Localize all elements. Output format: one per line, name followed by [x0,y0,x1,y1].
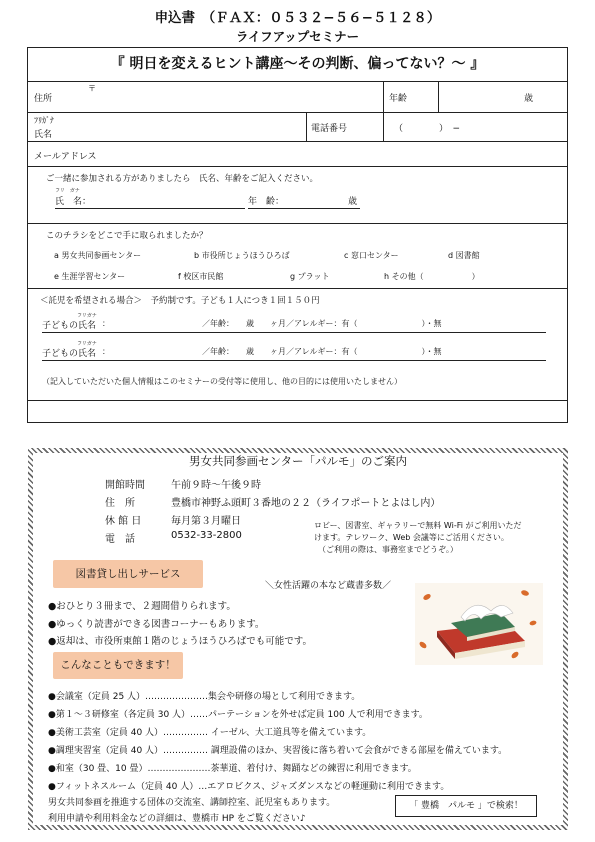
flyer-option-b[interactable]: b 市役所じょうほうひろば [194,251,290,260]
books-illustration [415,583,543,665]
form-rule [383,112,384,141]
companion-prompt: ご一緒に参加される方がありましたら 氏名、年齢をご記入ください。 [46,174,319,184]
library-tagline: ＼女性活躍の本など蔵書多数／ [265,581,392,591]
companion-name-label: 氏 名： [55,197,92,207]
info-title: 男女共同参画センター「パルモ」のご案内 [188,454,408,468]
hours-value: 午前９時〜午後９時 [171,480,261,491]
application-form [27,47,568,423]
form-rule [383,81,384,112]
address-field[interactable] [86,81,382,112]
form-title-fax: 申込書 （ＦＡＸ：０５３２−５６−５１２８） [154,10,441,26]
age-field[interactable] [439,81,567,112]
address-value: 豊橋市神野ふ頭町３番地の２２（ライフポートとよはし内） [171,498,441,509]
age-label: 年齢 [389,94,408,104]
child-1-row-fields[interactable]: ： ／年齢： 歳 ヶ月／アレルギー：有（ ）・無 [102,319,442,328]
form-rule [28,223,567,224]
footer-line-1: 男女共同参画を推進する団体の交流室、講師控室、託児室もあります。 [48,798,336,808]
footer-line-2: 利用申請や利用料金などの詳細は、豊橋市 HP をご覧ください♪ [48,814,306,824]
flyer-option-g[interactable]: g プラット [290,272,330,281]
child-1-name-label: 子どもの氏名 [42,321,97,331]
childcare-heading: ＜託児を希望される場合＞ 予約制です。子ども１人につき１回１５０円 [40,296,320,306]
child-2-underline [42,360,546,361]
child-2-name-label: 子どもの氏名 [42,349,97,359]
child-2-row-fields[interactable]: ： ／年齢： 歳 ヶ月／アレルギー：有（ ）・無 [102,347,442,356]
flyer-option-d[interactable]: d 図書館 [448,251,480,260]
search-prompt-box: 「 豊橋 パルモ 」で検索！ [395,795,537,817]
flyer-option-h[interactable]: h その他（ ） [384,272,480,281]
flyer-option-a[interactable]: a 男女共同参画センター [54,251,142,260]
palmo-info-panel [28,448,568,830]
closed-label: 休 館 日 [105,516,142,527]
library-item-3: ●返却は、市役所東館１階のじょうほうひろばでも可能です。 [48,636,313,647]
facility-note-3: （ご利用の際は、事務室までどうぞ。） [318,545,458,554]
companion-name-field[interactable] [55,208,245,209]
address-label: 住所 [34,94,53,104]
form-rule [306,112,307,141]
form-rule [28,400,567,401]
hours-label: 開館時間 [105,480,145,491]
companion-age-unit: 歳 [348,197,358,207]
room-japanese: ●和室（30 畳、10 畳）…………………茶華道、着付け、舞踊などの練習に利用できます。 [48,764,417,774]
flyer-option-c[interactable]: c 窓口センター [344,251,399,260]
closed-value: 毎月第３月曜日 [171,516,241,527]
flyer-option-f[interactable]: f 校区市民館 [178,272,224,281]
more-services-heading: こんなこともできます！ [53,652,183,679]
flyer-option-e[interactable]: e 生涯学習センター [54,272,126,281]
library-service-heading: 図書貸し出しサービス [53,560,203,588]
form-rule [28,288,567,289]
address-label: 住 所 [105,498,135,509]
age-unit: 歳 [524,94,534,104]
companion-age-field[interactable] [248,208,360,209]
phone-field[interactable]: （ ） − [394,124,461,134]
facility-note-2: けます。テレワーク、Web 会議等にご活用ください。 [314,533,509,542]
facility-note-1: ロビー、図書室、ギャラリーで無料 Wi-Fi がご利用いただ [314,521,522,530]
room-training: ●第１〜３研修室（各定員 30 人）……パーテーションを外せば定員 100 人で利用できます。 [48,710,428,720]
email-label: メールアドレス [34,152,97,162]
form-rule [28,166,567,167]
room-conference: ●会議室（定員 25 人）…………………集会や研修の場として利用できます。 [48,692,361,702]
privacy-note: （記入していただいた個人情報はこのセミナーの受付等に使用し、他の目的には使用いたしません） [42,377,402,386]
form-title-area [27,0,568,47]
companion-age-label: 年 齢： [248,197,285,207]
seminar-series-title: ライフアップセミナー [235,29,360,44]
room-art: ●美術工芸室（定員 40 人）…………… イーゼル、大工道具等を備えています。 [48,728,372,738]
phone-value: 0532-33-2800 [171,530,242,541]
child-2-ruby: フリガナ [77,341,97,347]
phone-label: 電話番号 [311,124,348,134]
child-1-ruby: フリガナ [77,313,97,319]
library-item-1: ●おひとり３冊まで、２週間借りられます。 [48,601,236,612]
flyer-question: このチラシをどこで手に取られましたか？ [46,231,208,241]
postal-mark: 〒 [88,84,96,93]
email-field[interactable] [108,141,566,166]
name-field[interactable] [68,112,305,141]
seminar-title: 『 明日を変えるヒント講座〜その判断、偏ってない？〜 』 [110,56,485,72]
room-cooking: ●調理実習室（定員 40 人）…………… 調理設備のほか、実習後に落ち着いて会食ができる部屋を備えています。 [48,746,508,756]
companion-name-ruby: フリ ガナ [55,188,80,194]
name-label: 氏名 [34,130,53,140]
room-fitness: ●フィットネスルーム（定員 40 人）…エアロビクス、ジャズダンスなどの軽運動に利用できます。 [48,782,450,792]
phone-label: 電 話 [105,534,135,545]
furigana-label: ﾌﾘｶﾞﾅ [34,116,54,125]
child-1-underline [42,332,546,333]
library-item-2: ●ゆっくり読書ができる図書コーナーもあります。 [48,619,265,630]
